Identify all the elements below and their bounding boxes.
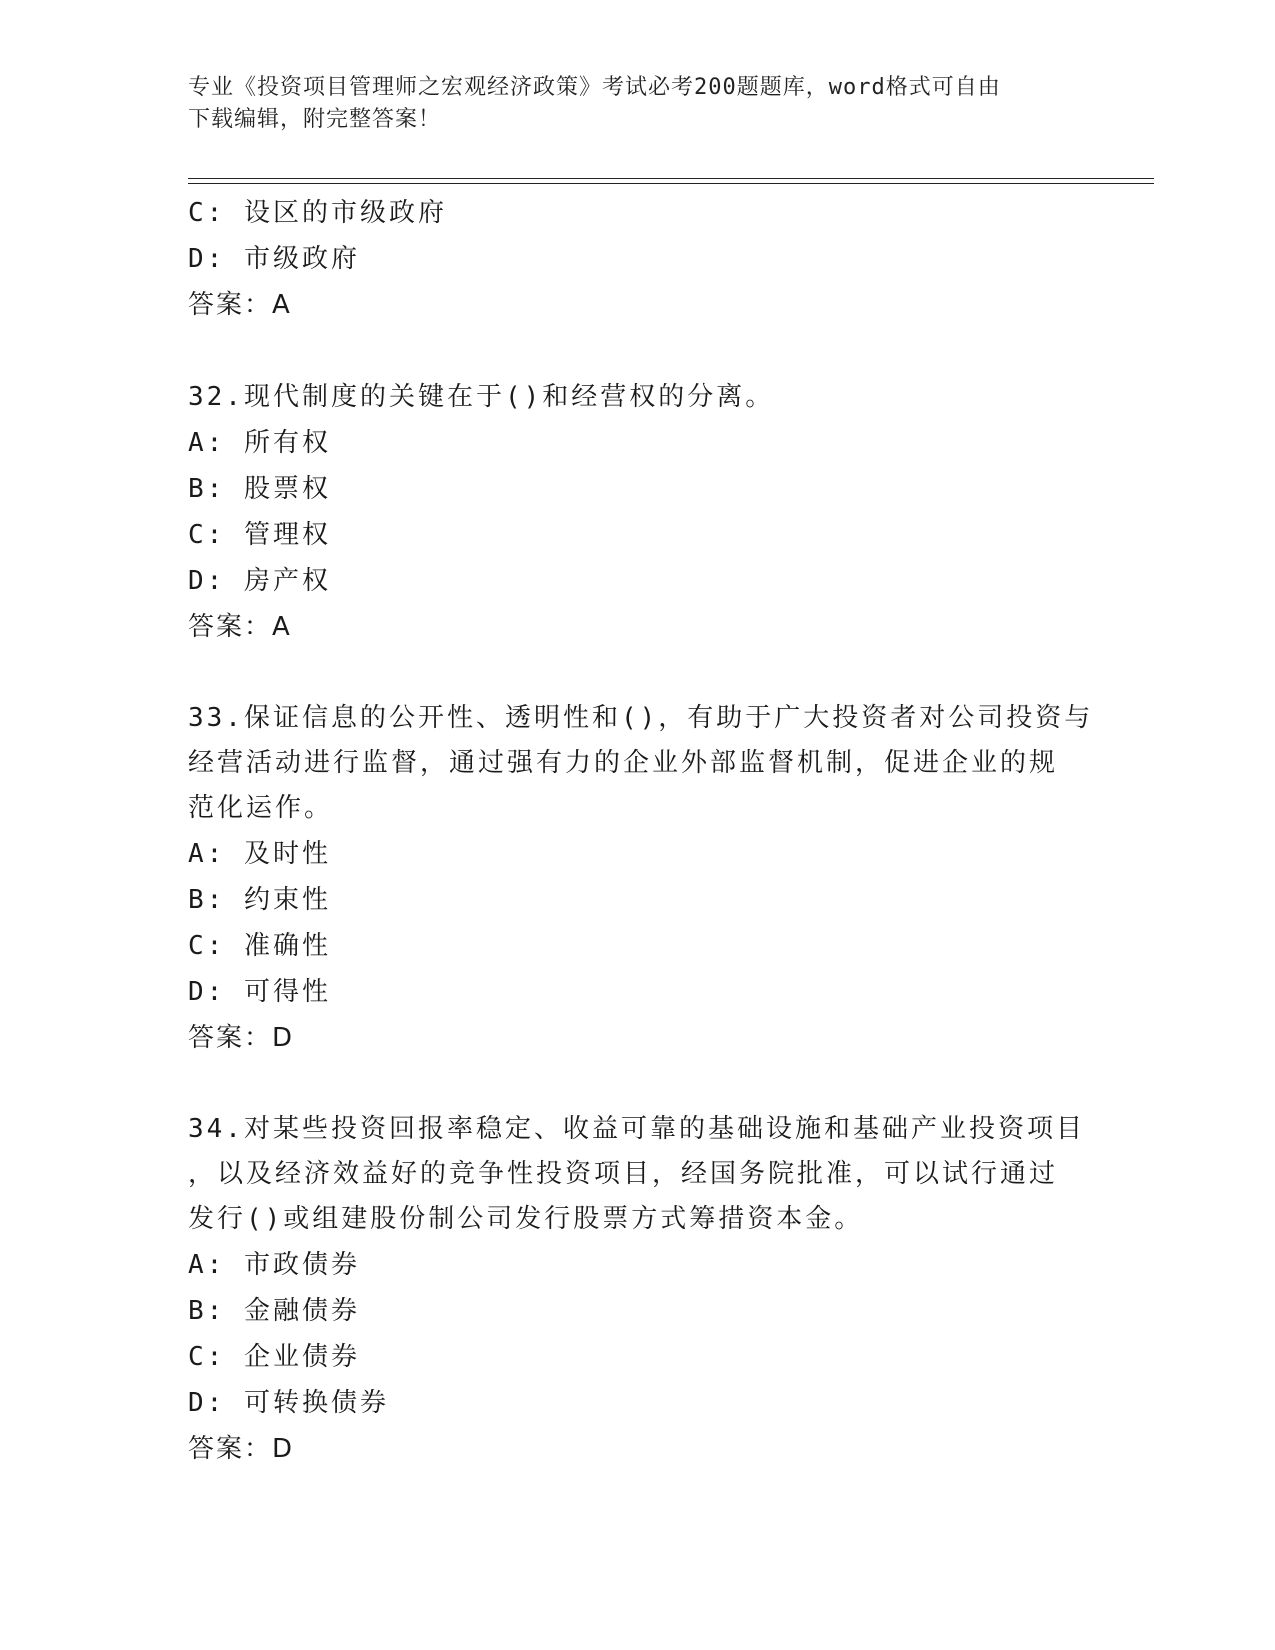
question-32 [188, 374, 1088, 650]
option-b: B: 约束性 [188, 885, 331, 915]
option-d: D: 可得性 [188, 977, 331, 1007]
question-text: 经营活动进行监督，通过强有力的企业外部监督机制，促进企业的规 [188, 748, 1059, 778]
question-text: 33.保证信息的公开性、透明性和()，有助于广大投资者对公司投资与 [188, 703, 1094, 733]
question-33 [188, 696, 1094, 1061]
spacer [188, 1061, 1088, 1107]
answer-line: 答案：D [188, 1023, 295, 1053]
option-c: C: 设区的市级政府 [188, 198, 447, 228]
option-c: C: 企业债券 [188, 1342, 360, 1372]
document-body [188, 190, 1094, 1472]
question-text: 范化运作。 [188, 793, 334, 823]
question-text: 32.现代制度的关键在于()和经营权的分离。 [188, 382, 775, 412]
header-rule-bottom [188, 183, 1154, 184]
question-31-continued [188, 190, 1088, 328]
option-c: C: 准确性 [188, 931, 331, 961]
option-c: C: 管理权 [188, 520, 331, 550]
option-a: A: 市政债券 [188, 1250, 360, 1280]
option-d: D: 市级政府 [188, 244, 360, 274]
option-a: A: 所有权 [188, 428, 331, 458]
option-d: D: 可转换债券 [188, 1388, 389, 1418]
answer-line: 答案：A [188, 612, 292, 642]
header-rule-top [188, 178, 1154, 179]
question-text: ，以及经济效益好的竞争性投资项目，经国务院批准，可以试行通过 [188, 1159, 1059, 1189]
header-line-1: 专业《投资项目管理师之宏观经济政策》考试必考200题题库，word格式可自由 [188, 75, 1001, 100]
question-34 [188, 1107, 1088, 1472]
answer-line: 答案：D [188, 1434, 295, 1464]
header-line-2: 下载编辑，附完整答案！ [188, 107, 442, 132]
option-d: D: 房产权 [188, 566, 331, 596]
question-text: 发行()或组建股份制公司发行股票方式筹措资本金。 [188, 1204, 864, 1234]
answer-line: 答案：A [188, 290, 292, 320]
spacer [188, 650, 1088, 696]
question-text: 34.对某些投资回报率稳定、收益可靠的基础设施和基础产业投资项目 [188, 1114, 1085, 1144]
option-b: B: 金融债券 [188, 1296, 360, 1326]
option-b: B: 股票权 [188, 474, 331, 504]
spacer [188, 328, 1088, 374]
option-a: A: 及时性 [188, 839, 331, 869]
document-header [188, 72, 1068, 136]
